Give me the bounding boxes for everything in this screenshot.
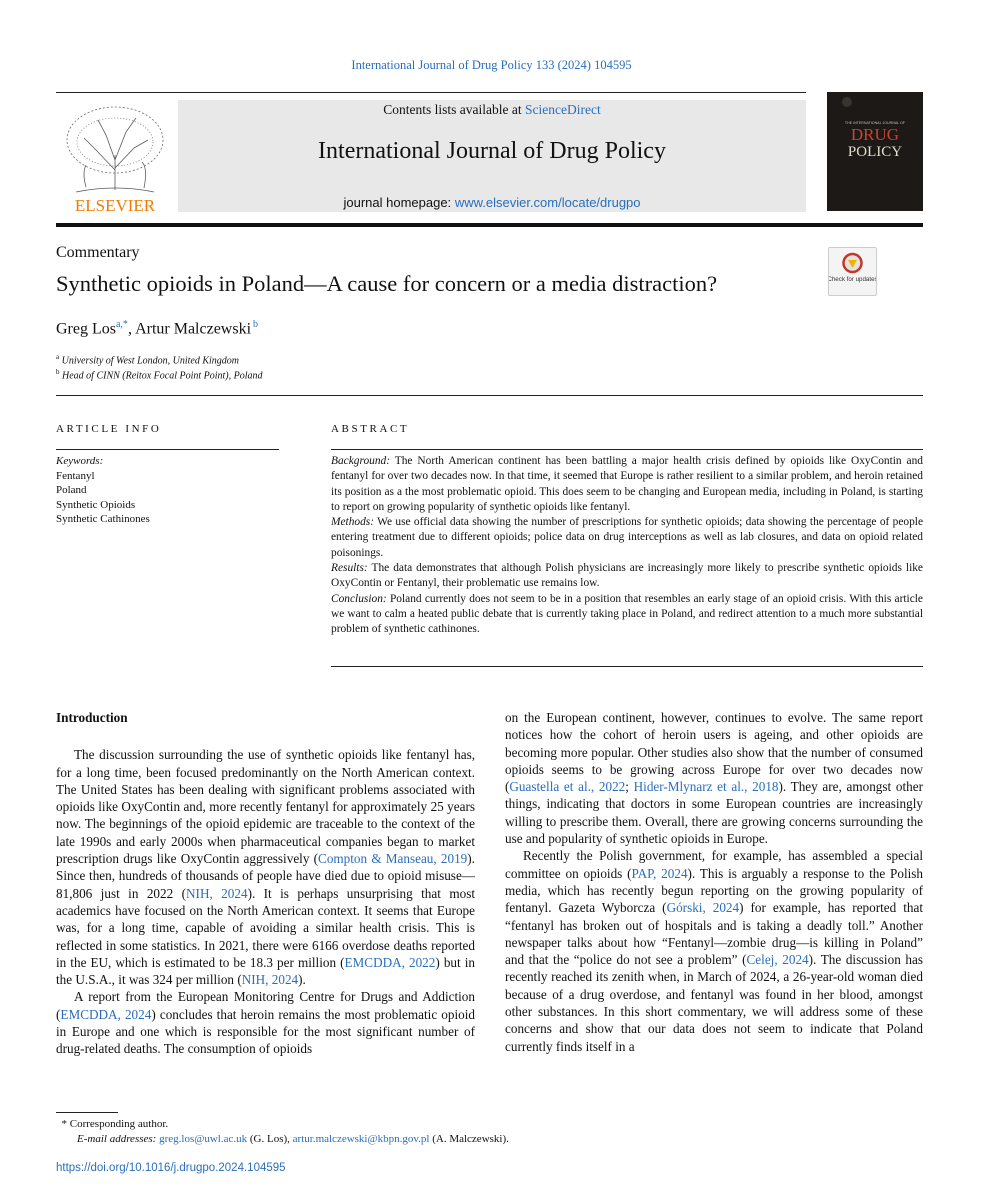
- body-column-right: [505, 709, 923, 1055]
- affiliation: $^b$ Head of CINN (Reitox Focal Point Point), Poland: [56, 368, 263, 382]
- citation-link[interactable]: Compton & Manseau, 2019: [318, 851, 468, 867]
- citation-link[interactable]: EMCDDA, 2024: [60, 1006, 152, 1022]
- abstract-rule: [331, 449, 923, 450]
- homepage-line: journal homepage: www.elsevier.com/locate/drugpo: [343, 195, 641, 210]
- check-updates-label: Check for updates: [829, 276, 876, 283]
- author-affiliation-link[interactable]: a,*: [115, 319, 128, 330]
- cover-small-text: THE INTERNATIONAL JOURNAL OF: [844, 121, 906, 125]
- abstract-heading: ABSTRACT: [331, 423, 410, 435]
- keyword-item: Synthetic Opioids: [56, 498, 136, 511]
- keywords-label: Keywords:: [56, 455, 104, 467]
- citation-link[interactable]: NIH, 2024: [241, 972, 299, 988]
- citation-link[interactable]: NIH, 2024: [186, 885, 248, 901]
- article-info-heading: ARTICLE INFO: [56, 423, 162, 435]
- citation-link[interactable]: PAP, 2024: [631, 865, 688, 881]
- elsevier-logo: [56, 100, 174, 215]
- email-link[interactable]: artur.malczewski@kbpn.gov.pl: [292, 1133, 430, 1145]
- contents-line: Contents lists available at ScienceDirect: [383, 102, 601, 117]
- elsevier-wordmark: ELSEVIER: [74, 196, 156, 215]
- abstract-results: Results: The data demonstrates that although Polish physicians are increasingly more likely to prescribe synthetic opioids like OxyContin or Fentanyl, their problematic use remains low.: [331, 562, 923, 590]
- corresponding-author-note: * Corresponding author.: [56, 1118, 169, 1130]
- author-name: Artur Malczewski: [135, 320, 252, 338]
- keyword-item: Synthetic Cathinones: [56, 513, 150, 525]
- abstract-body: [331, 454, 923, 638]
- doi-link[interactable]: https://doi.org/10.1016/j.drugpo.2024.104595: [56, 1162, 286, 1174]
- body-paragraph: Recently the Polish government, for example, has assembled a special committee on opioids (PAP, 2024). This is arguably a response to the Polish media, which has recently begun reporting on the growing popularity of fentanyl. Gazeta Wyborcza (Górski, 2024) for example, has reported that “fentanyl has broken out of hospitals and is taking a deadly toll.” Another newspaper talks about how “Fentanyl—zombie drug—is killing in Poland” and that the “police do not see a problem” (Celej, 2024). The discussion has recently reached its zenith when, in March of 2024, a 26-year-old woman died because of a drug overdose, and fentanyl was found in her blood, amongst other substances. In this short commentary, we will address some of these concerns and show that our data does not seem to indicate that Poland currently finds itself in a: [505, 848, 924, 1054]
- keyword-item: Poland: [56, 484, 87, 496]
- keyword-item: Fentanyl: [56, 469, 95, 482]
- citation-link[interactable]: Górski, 2024: [666, 900, 740, 916]
- abstract-background: Background: The North American continent has been battling a major health crisis defined by opioids like OxyContin and fentanyl for over two decades now. In that time, it seemed that Europe is rather resilient to a similar problem, and heroin retained its position as a the most problematic opioid. This does seem to be changing and European media, including in Poland, is starting to report on growing popularity of synthetic opioids like fentanyl.: [331, 455, 923, 513]
- cover-title-policy: POLICY: [847, 144, 903, 160]
- footnote: [56, 1117, 509, 1147]
- email-line: E-mail addresses: greg.los@uwl.ac.uk (G. Los), artur.malczewski@kbpn.gov.pl (A. Malczewski).: [77, 1133, 509, 1145]
- journal-reference-link[interactable]: International Journal of Drug Policy 133 (2024) 104595: [351, 58, 632, 72]
- check-for-updates-button[interactable]: [828, 247, 877, 296]
- abstract-conclusion: Conclusion: Poland currently does not seem to be in a position that resembles an early stage of an opioid crisis. With this article we want to calm a heated public debate that is currently taking place in Poland, and redirect attention to a much more substantial problem of synthetic cathinones.: [331, 592, 923, 636]
- body-paragraph: A report from the European Monitoring Centre for Drugs and Addiction (EMCDDA, 2024) concludes that heroin remains the most problematic opioid in Europe and one which is responsible for the most significant number of drug-related deaths. The consumption of opioids: [56, 989, 475, 1057]
- header-divider: [56, 223, 923, 227]
- citation-link[interactable]: EMCDDA, 2022: [344, 954, 436, 970]
- abstract-bottom-rule: [331, 666, 923, 667]
- section-divider: [56, 395, 923, 396]
- author-line: Greg Los$^{a,*}$, Artur Malczewski $^b$: [56, 319, 259, 338]
- header-rule: [56, 92, 806, 93]
- author-name: Greg Los: [56, 320, 116, 338]
- citation-link[interactable]: Guastella et al., 2022: [509, 779, 626, 795]
- sciencedirect-link[interactable]: ScienceDirect: [525, 102, 601, 117]
- article-type: Commentary: [56, 244, 140, 261]
- author-affiliation-link[interactable]: b: [253, 319, 259, 330]
- body-paragraph-continued: on the European continent, however, continues to evolve. The same report notices how the cohort of heroin users is ageing, and other opioids are becoming more popular. Other studies also show that the number of consumed opioids seems to be growing across Europe for over two decades now (Guastella et al., 2022; Hider-Mlynarz et al., 2018). They are, amongst other things, indicating that doctors in some European countries are increasingly willing to prescribe them. Overall, there are growing concerns surrounding the use and popularity of synthetic opioids in Europe.: [505, 710, 923, 847]
- homepage-link[interactable]: www.elsevier.com/locate/drugpo: [454, 195, 641, 210]
- body-paragraph: The discussion surrounding the use of synthetic opioids like fentanyl has, for a long time, been focused predominantly on the North American context. The United States has been dealing with significant problems associated with opioids like OxyContin and, more recently fentanyl for approximately 25 years now. The beginnings of the opioid epidemic are traceable to the context of the late 1990s and early 2000s when pharmaceutical companies began to market prescription drugs like OxyContin aggressively (Compton & Manseau, 2019). Since then, hundreds of thousands of people have died due to opioid misuse—81,806 just in 2022 (NIH, 2024). It is perhaps unsurprising that most academics have focused on the North American context. It seems that Europe was, for a long time, capable of avoiding a similar health crisis. This is reflected in some statistics. In 2021, there were 6166 overdose deaths reported in the EU, which is estimated to be 18.3 per million (EMCDDA, 2022) but in the U.S.A., it was 324 per million (NIH, 2024).: [56, 747, 475, 988]
- email-link[interactable]: greg.los@uwl.ac.uk: [159, 1133, 248, 1145]
- affiliation: $^a$ University of West London, United Kingdom: [56, 353, 240, 367]
- cover-title-drug: DRUG: [850, 125, 900, 144]
- keywords-list: [56, 454, 150, 527]
- citation-link[interactable]: Celej, 2024: [746, 952, 809, 968]
- journal-title: International Journal of Drug Policy: [318, 138, 666, 164]
- introduction-heading: Introduction: [56, 710, 128, 725]
- journal-cover: [827, 92, 923, 211]
- article-info-rule: [56, 449, 279, 450]
- body-column-left: [56, 709, 475, 1058]
- article-title: Synthetic opioids in Poland—A cause for concern or a media distraction?: [56, 271, 718, 296]
- journal-banner: [178, 100, 806, 212]
- citation-link[interactable]: Hider-Mlynarz et al., 2018: [633, 779, 779, 795]
- paragraph-continuation: on the European continent, however, continues to evolve. The same report notices how the cohort of heroin users is ageing, and other opioids are becoming more popular. Other studies also show that the number of consumed opioids seems to be growing across Europe for over two decades now (: [505, 710, 923, 795]
- footnote-rule: [56, 1112, 118, 1113]
- abstract-methods: Methods: We use official data showing the number of prescriptions for synthetic opioids; data showing the percentage of people entering treatment due to different opioids; police data on drug interceptions as well as lab closures, and data on opioid related poisonings.: [331, 516, 923, 559]
